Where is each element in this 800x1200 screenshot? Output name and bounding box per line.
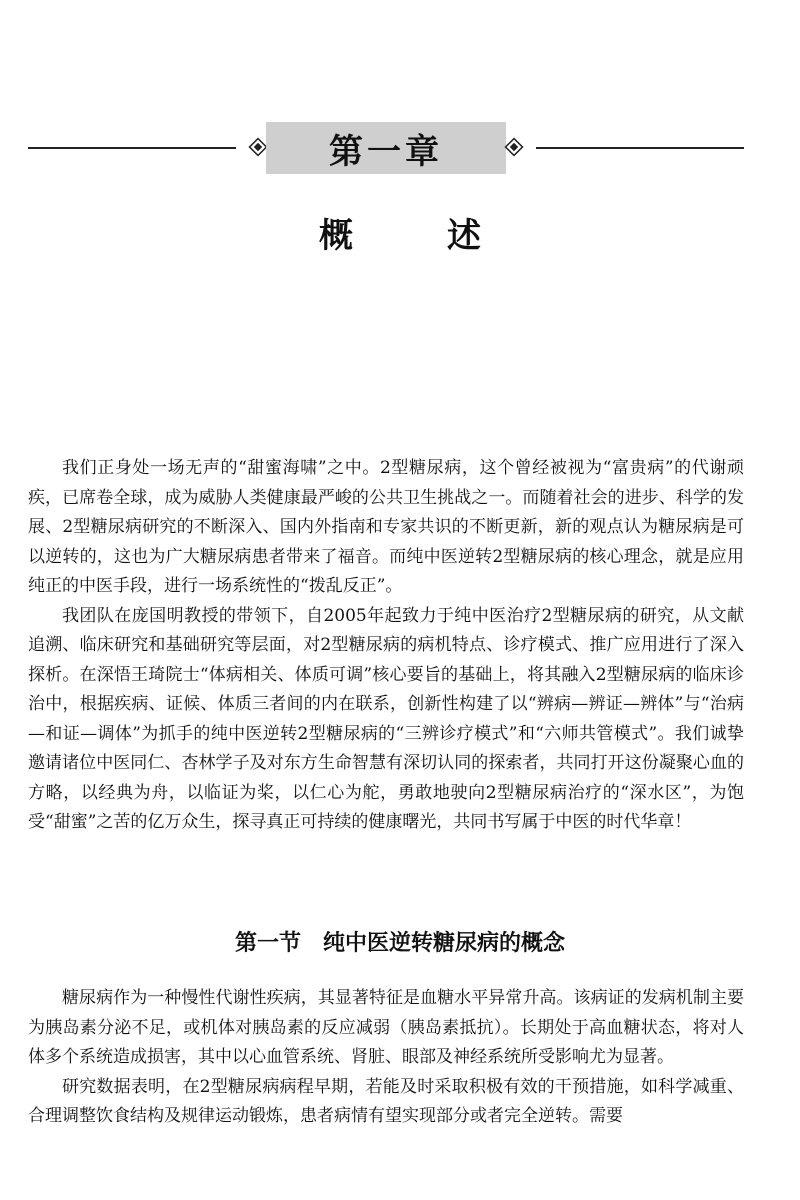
section-paragraph-2: 研究数据表明，在2型糖尿病病程早期，若能及时采取积极有效的干预措施，如科学减重、合理调整饮食结构及规律运动锻炼，患者病情有望实现部分或者完全逆转。需要 [28, 1076, 744, 1126]
chapter-banner [28, 118, 744, 178]
section-text [28, 984, 744, 1132]
intro-text [28, 454, 744, 838]
page-title: 概 述 [319, 216, 511, 256]
chapter-title: 第一章 [329, 131, 443, 172]
left-rule-line [28, 147, 236, 149]
intro-paragraph-1: 我们正身处一场无声的“甜蜜海啸”之中。2型糖尿病，这个曾经被视为“富贵病”的代谢顽疾，已席卷全球，成为威胁人类健康最严峻的公共卫生挑战之一。而随着社会的进步、科学的发展、2型糖尿病研究的不断深入、国内外指南和专家共识的不断更新，新的观点认为糖尿病是可以逆转的，这也为广大糖尿病患者带来了福音。而纯中医逆转2型糖尿病的核心理念，就是应用纯正的中医手段，进行一场系统性的“拨乱反正”。 [28, 458, 744, 596]
section-title: 第一节 纯中医逆转糖尿病的概念 [234, 930, 565, 956]
section-paragraph-1: 糖尿病作为一种慢性代谢性疾病，其显著特征是血糖水平异常升高。该病证的发病机制主要为胰岛素分泌不足，或机体对胰岛素的反应减弱（胰岛素抵抗）。长期处于高血糖状态，将对人体多个系统造成损害，其中以心血管系统、肾脏、眼部及神经系统所受影响尤为显著。 [28, 988, 744, 1067]
intro-paragraph-2: 我团队在庞国明教授的带领下，自2005年起致力于纯中医治疗2型糖尿病的研究，从文献追溯、临床研究和基础研究等层面，对2型糖尿病的病机特点、诊疗模式、推广应用进行了深入探析。在深悟王琦院士“体病相关、体质可调”核心要旨的基础上，将其融入2型糖尿病的临床诊治中，根据疾病、证候、体质三者间的内在联系，创新性构建了以“辨病—辨证—辨体”与“治病—和证—调体”为抓手的纯中医逆转2型糖尿病的“三辨诊疗模式”和“六师共管模式”。我们诚挚邀请诸位中医同仁、杏林学子及对东方生命智慧有深切认同的探索者，共同打开这份凝聚心血的方略，以经典为舟，以临证为桨，以仁心为舵，勇敢地驶向2型糖尿病治疗的“深水区”，为饱受“甜蜜”之苦的亿万众生，探寻真正可持续的健康曙光，共同书写属于中医的时代华章！ [28, 605, 744, 832]
ornament-icon [502, 135, 526, 159]
chapter-title-box [266, 122, 506, 174]
right-rule-line [536, 147, 744, 149]
